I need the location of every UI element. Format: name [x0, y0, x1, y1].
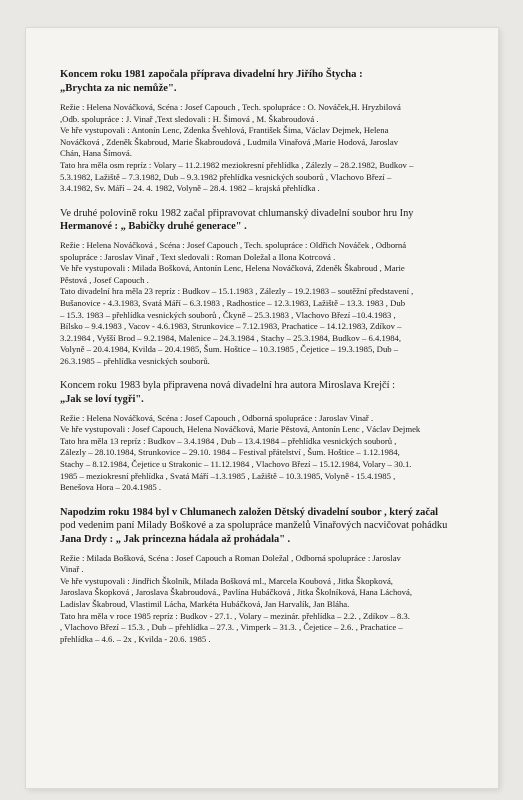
body-line: Ve hře vystupovali : Jindřich Školník, Milada Bošková ml., Marcela Koubová , Jitka Škopková,: [60, 575, 393, 586]
play-title: Jana Drdy : „ Jak princezna hádala až prohádala" .: [60, 534, 291, 545]
body-line: Zálezly – 28.10.1984, Strunkovice – 29.10. 1984 – Festival přátelství , Šum. Hoštice – 1.12.1984,: [60, 447, 400, 458]
body-line: 1985 – meziokresní přehlídka , Svatá Máří –1.3.1985 , Lažiště – 10.3.1985, Volyně - 15.4.1985 ,: [60, 470, 396, 481]
body-line: Režie : Milada Bošková, Scéna : Josef Capouch a Roman Doležal , Odborná spolupráce : Jaroslav: [60, 552, 401, 563]
heading-line: Ve druhé polovině roku 1982 začal připravovat chlumanský divadelní soubor hru Iny: [60, 207, 414, 219]
heading-line: Koncem roku 1981 započala příprava divadelní hry Jiřího Štycha :: [60, 69, 363, 80]
body-line: Ve hře vystupovali : Josef Capouch, Helena Nováčková, Marie Pěstová, Antonín Lenc , Václav Dejmek: [60, 424, 421, 435]
body-line: 3.4.1982, Sv. Máří – 24. 4. 1982, Volyně – 28.4. 1982 – krajská přehlídka .: [60, 183, 320, 194]
section-princezna: [60, 506, 475, 646]
section-heading: [60, 506, 475, 547]
body-line: Benešova Hora – 20.4.1985 .: [60, 482, 162, 493]
body-line: Pěstová , Josef Capouch .: [60, 274, 149, 285]
body-line: , Vlachovo Březí – 15.3. , Dub – přehlídka – 27.3. , Vimperk – 31.3. , Čejetice – 2.6. , Prachatice –: [60, 622, 403, 633]
body-line: Volyně – 20.4.1984, Kvilda – 20.4.1985, Šum. Hoštice – 10.3.1985 , Čejetice – 19.3.1985, Dub –: [60, 344, 399, 355]
section-tygri: [60, 379, 475, 493]
section-brychta: [60, 68, 475, 195]
body-line: 5.3.1982, Lažiště – 7.3.1982, Dub – 9.3.1982 přehlídka vesnických souborů , Vlachovo Březí –: [60, 171, 392, 182]
body-line: – 15.3. 1983 – přehlídka vesnických souborů , Čkyně – 25.3.1983 , Vlachovo Březí –10.4.1983 ,: [60, 309, 396, 320]
body-line: Chán, Hana Šímová.: [60, 148, 132, 159]
body-line: Režie : Helena Nováčková, Scéna : Josef Capouch , Tech. spolupráce : O. Nováček,H. Hryzbilová: [60, 102, 401, 112]
body-line: Tato hra měla osm repríz : Volary – 11.2.1982 meziokresní přehlídka , Zálezly – 28.2.1982, Budkov –: [60, 159, 414, 170]
section-body: [60, 413, 475, 494]
body-line: Tato hra měla 13 repríz : Budkov – 3.4.1984 , Dub – 13.4.1984 – přehlídka vesnických souborů ,: [60, 435, 397, 446]
body-line: Tato hra měla v roce 1985 repríz : Budkov - 27.1. , Volary – mezinár. přehlídka – 2.2. , Zdíkov – 8.3.: [60, 610, 410, 621]
heading-line: Koncem roku 1983 byla připravena nová divadelní hra autora Miroslava Krejčí :: [60, 380, 395, 392]
body-line: Ladislav Škabroud, Vlastimil Lácha, Markéta Hubáčková, Jan Harvalík, Jan Bláha.: [60, 598, 350, 609]
body-line: Ve hře vystupovali : Antonín Lenc, Zdenka Švehlová, František Šima, Václav Dejmek, Helena: [60, 125, 389, 136]
play-title: „Jak se loví tygři".: [60, 394, 144, 406]
play-title: „Brychta za nic nemůže".: [60, 83, 177, 94]
body-line: Stachy – 8.12.1984, Čejetice u Strakonic – 11.12.1984 , Vlachovo Březí – 15.12.1984, Volary – 30.1.: [60, 459, 412, 470]
body-line: Režie : Helena Nováčková, Scéna : Josef Capouch , Odborná spolupráce : Jaroslav Vinař .: [60, 412, 374, 423]
heading-line: pod vedenim paní Milady Boškové a za spolupráce manželů Vinařových nacvičovat pohádku: [60, 520, 448, 532]
body-line: Vinař .: [60, 564, 84, 575]
body-line: přehlídka – 4.6. – 2x , Kvilda - 20.6. 1985 .: [60, 633, 211, 644]
heading-line: Napodzim roku 1984 byl v Chlumanech založen Dětský divadelní soubor , který začal: [60, 506, 439, 518]
body-line: Režie : Helena Nováčková , Scéna : Josef Capouch , Tech. spolupráce : Oldřich Nováček , Odborná: [60, 239, 407, 250]
document-page: [26, 28, 498, 788]
body-line: spolupráce : Jaroslav Vinař , Text sledovali : Roman Doležal a Ilona Kotrcová .: [60, 251, 336, 262]
section-body: [60, 553, 475, 646]
play-title: Hermanové : „ Babičky druhé generace" .: [60, 221, 247, 233]
section-heading: [60, 379, 475, 406]
document-content: [60, 68, 475, 657]
body-line: 26.3.1985 – přehlídka vesnických souborů.: [60, 355, 210, 366]
body-line: Tato divadelní hra měla 23 repríz : Budkov – 15.1.1983 , Zálezly – 19.2.1983 – soutěžní představení ,: [60, 286, 414, 297]
body-line: Bílsko – 9.4.1983 , Vacov - 4.6.1983, Strunkovice – 7.12.1983, Prachatice – 14.12.1983, Zdíkov –: [60, 321, 402, 332]
section-body: [60, 102, 475, 195]
body-line: Jaroslava Škopková , Jaroslava Škabroudová., Pavlína Hubáčková , Jitka Školníková, Hana Láchová,: [60, 587, 413, 598]
body-line: Ve hře vystupovali : Milada Bošková, Antonín Lenc, Helena Nováčková, Zdeněk Škabroud , Marie: [60, 263, 405, 274]
section-babicky: [60, 207, 475, 368]
section-heading: [60, 207, 475, 234]
body-line: 3.2.1984 , Vyšší Brod – 9.2.1984, Malenice – 24.3.1984 , Stachy – 25.3.1984, Budkov – 6.4.1984,: [60, 332, 402, 343]
section-heading: [60, 68, 475, 96]
body-line: ,Odb. spolupráce : J. Vinař ,Text sledovali : H. Šimová , M. Škabroudová .: [60, 113, 319, 124]
body-line: Bušanovice - 4.3.1983, Svatá Máří – 6.3.1983 , Radhostice – 12.3.1983, Lažiště – 13.3. 1983 , Dub: [60, 297, 406, 308]
body-line: Nováčková , Zdeněk Škabroud, Marie Škabroudová , Ludmila Vinařová ,Marie Hodová, Jaroslav: [60, 136, 399, 147]
section-body: [60, 240, 475, 368]
